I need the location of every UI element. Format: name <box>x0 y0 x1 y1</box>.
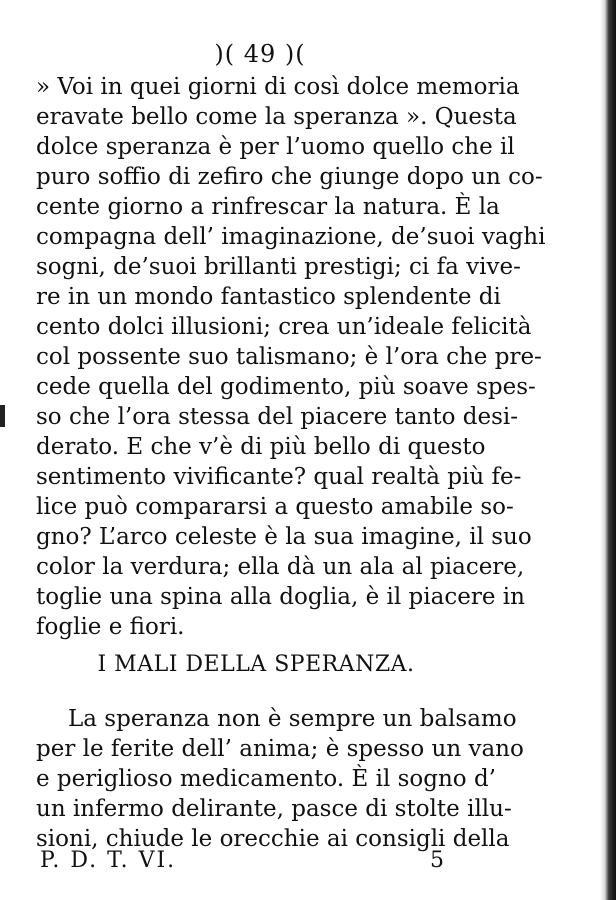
text-line: col possente suo talismano; è l’ora che pre- <box>36 344 542 370</box>
text-line: toglie una spina alla doglia, è il piacere in <box>36 584 525 610</box>
text-line: per le ferite dell’ anima; è spesso un vano <box>36 736 524 762</box>
page-number: )( 49 )( <box>214 40 306 68</box>
text-line: cente giorno a rinfrescar la natura. È la <box>36 194 500 220</box>
text-line: puro soffio di zefiro che giunge dopo un co- <box>36 164 543 190</box>
text-line: derato. E che v’è di più bello di questo <box>36 434 486 460</box>
text-line: color la verdura; ella dà un ala al piacere, <box>36 554 525 580</box>
text-line: un infermo delirante, pasce di stolte illu- <box>36 796 512 822</box>
text-line: sioni, chiude le orecchie ai consigli della <box>36 826 510 852</box>
text-line: eravate bello come la speranza ». Questa <box>36 104 517 130</box>
text-line: La speranza non è sempre un balsamo <box>68 706 517 732</box>
text-line: dolce speranza è per l’uomo quello che il <box>36 134 515 160</box>
text-line: lice può compararsi a questo amabile so- <box>36 494 514 520</box>
text-line: e periglioso medicamento. È il sogno d’ <box>36 766 496 792</box>
text-line: cento dolci illusioni; crea un’ideale felicità <box>36 314 532 340</box>
text-line: cede quella del godimento, più soave spes- <box>36 374 536 400</box>
text-line: sogni, de’suoi brillanti prestigi; ci fa vive- <box>36 254 521 280</box>
text-line: sentimento vivificante? qual realtà più fe- <box>36 464 522 490</box>
paragraph-1 <box>36 72 546 642</box>
text-line: compagna dell’ imaginazione, de’suoi vaghi <box>36 224 546 250</box>
sheet-number: 5 <box>430 848 444 873</box>
signature-mark: P. D. T. VI. <box>40 848 177 873</box>
page-edge-shadow <box>600 0 616 900</box>
margin-mark <box>0 405 5 427</box>
section-title: I MALI DELLA SPERANZA. <box>97 652 415 677</box>
text-line: gno? L’arco celeste è la sua imagine, il suo <box>36 524 532 550</box>
paragraph-2 <box>36 704 524 854</box>
text-line: » Voi in quei giorni di così dolce memoria <box>36 74 520 100</box>
text-line: so che l’ora stessa del piacere tanto desi- <box>36 404 519 430</box>
text-line: re in un mondo fantastico splendente di <box>36 284 501 310</box>
text-line: foglie e fiori. <box>36 614 185 640</box>
